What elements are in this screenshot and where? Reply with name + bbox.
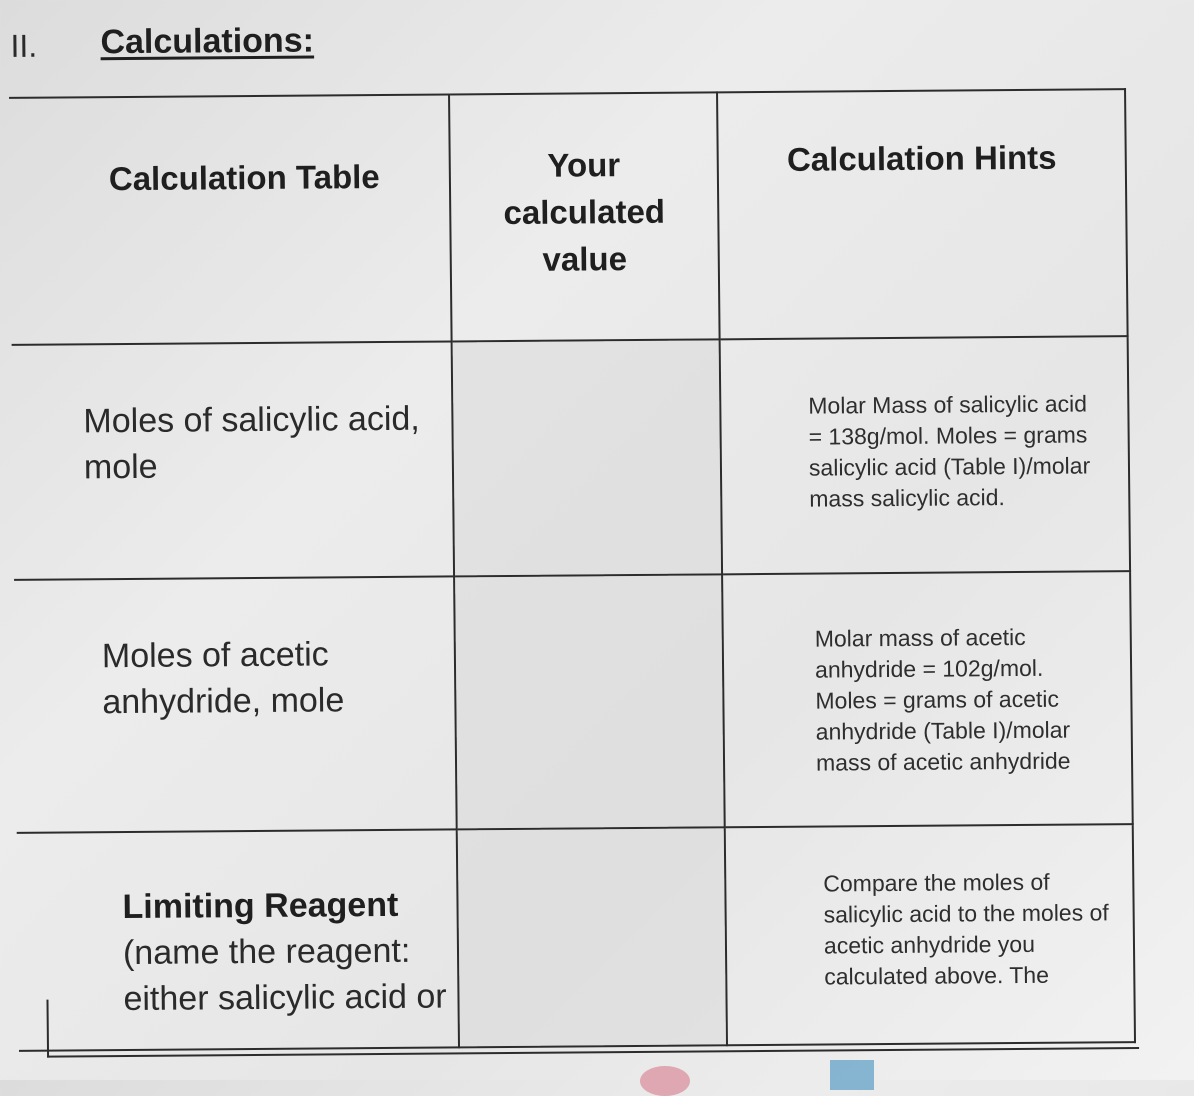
hint-moles-salicylic-acid: [722, 338, 1128, 515]
label-line: (name the reagent:: [122, 931, 411, 972]
hint-line: salicylic acid to the moles of: [823, 899, 1109, 928]
header-your-line1: Your: [547, 146, 621, 184]
label-line: Moles of salicylic acid,: [83, 399, 420, 441]
hint-line: Molar Mass of salicylic acid: [808, 390, 1088, 419]
row-label-cell: [14, 576, 457, 833]
hint-limiting-reagent: [727, 826, 1133, 993]
header-calculation-table: Calculation Table: [108, 158, 380, 198]
section-title: Calculations:: [100, 21, 315, 62]
header-your-line2: calculated: [503, 192, 666, 232]
hint-line: anhydride (Table I)/molar: [815, 716, 1071, 745]
header-cell-your-value: [449, 92, 720, 341]
hint-line: mass of acetic anhydride: [815, 747, 1071, 776]
label-line: either salicylic acid or: [123, 977, 447, 1018]
table-header-row: [9, 89, 1128, 345]
section-number: II.: [10, 27, 38, 64]
taskbar-app-icon: [830, 1060, 874, 1090]
hint-line: Compare the moles of: [823, 868, 1050, 897]
label-line: mole: [83, 447, 158, 487]
hint-line: Moles = grams of acetic: [815, 685, 1060, 714]
hint-line: salicylic acid (Table I)/molar: [808, 452, 1091, 481]
calculation-table: [9, 88, 1136, 1052]
table-row: [12, 336, 1130, 579]
row-label-limiting-reagent: [18, 831, 457, 1022]
header-your-line3: value: [542, 240, 628, 278]
value-input-moles-acetic-anhydride[interactable]: [454, 574, 725, 829]
value-input-moles-salicylic-acid[interactable]: [452, 339, 722, 576]
header-cell-calculation-table: [9, 94, 452, 344]
label-bold: Limiting Reagent: [122, 885, 399, 926]
header-calculation-hints: Calculation Hints: [786, 138, 1057, 178]
label-line: anhydride, mole: [102, 680, 345, 721]
row-label-moles-salicylic-acid: [13, 343, 452, 490]
hint-line: anhydride = 102g/mol.: [814, 654, 1044, 683]
table-bottom-edge: [46, 991, 1139, 1058]
row-hint-cell: [720, 336, 1130, 574]
header-your-calculated-value: [451, 94, 717, 283]
header-cell-hints: [717, 89, 1128, 339]
row-label-cell: [12, 341, 454, 579]
row-hint-cell: [722, 571, 1133, 827]
hint-line: Molar mass of acetic: [814, 623, 1026, 652]
hint-line: acetic anhydride you: [823, 930, 1036, 959]
row-label-moles-acetic-anhydride: [15, 578, 454, 725]
hint-moles-acetic-anhydride: [724, 573, 1130, 779]
hint-line: mass salicylic acid.: [809, 484, 1005, 512]
table-row: [14, 571, 1133, 833]
taskbar-app-icon: [640, 1066, 690, 1096]
hint-line: = 138g/mol. Moles = grams: [808, 421, 1088, 450]
hint-line: calculated above. The: [824, 961, 1050, 990]
label-line: Moles of acetic: [101, 635, 329, 675]
